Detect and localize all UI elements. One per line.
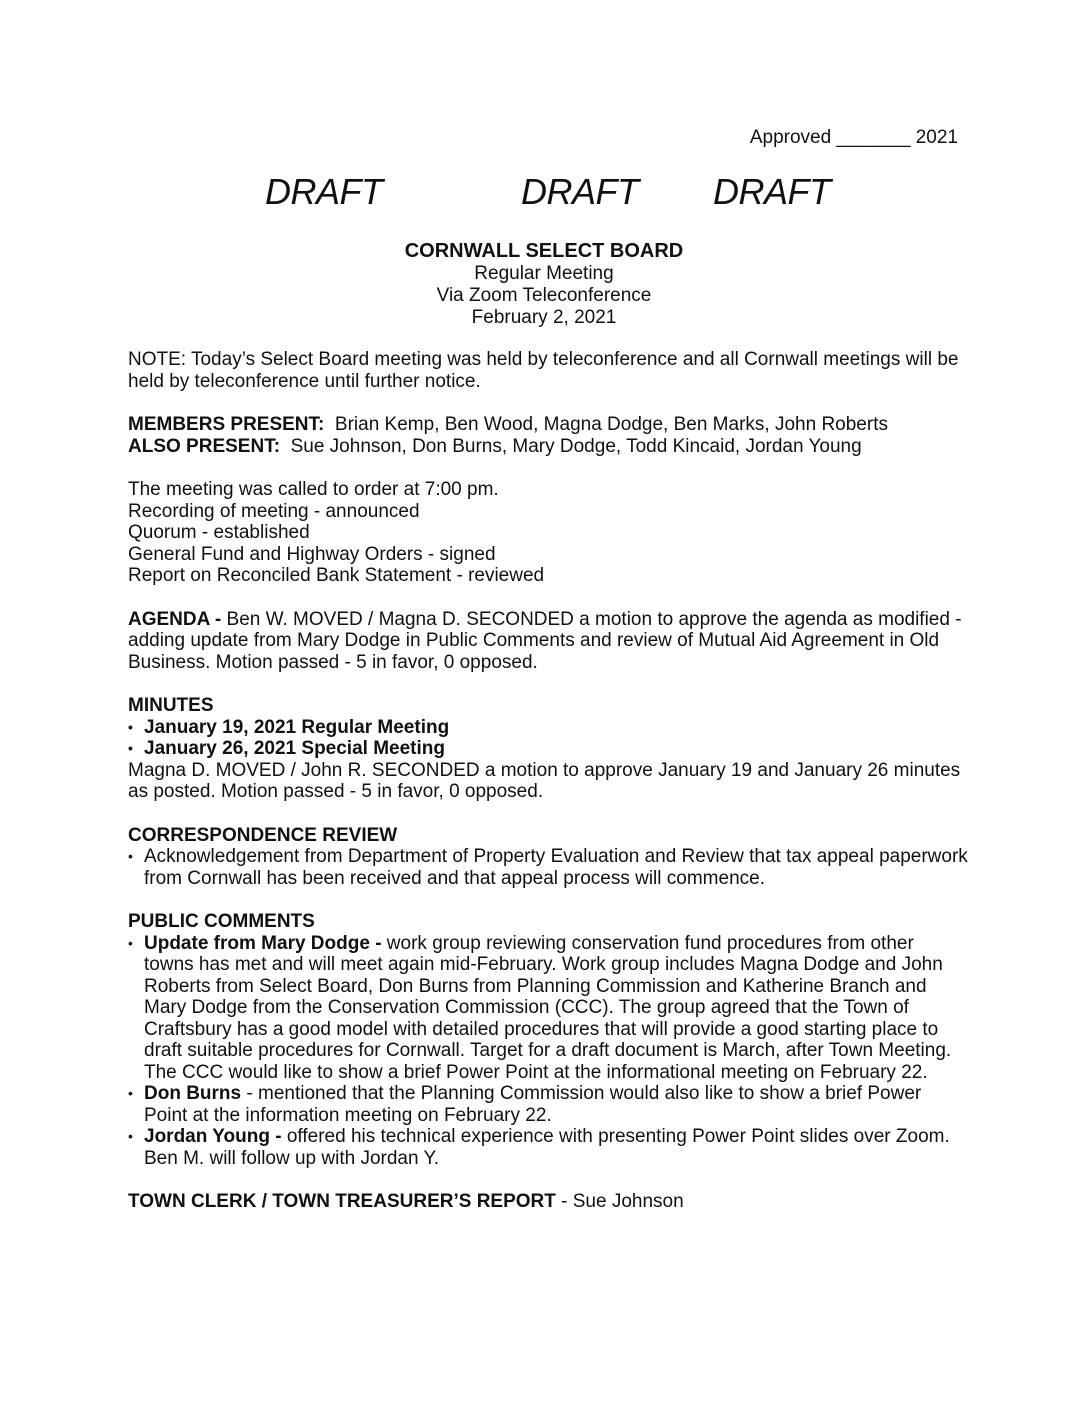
clerk-report-label: TOWN CLERK / TOWN TREASURER’S REPORT (128, 1191, 556, 1212)
minutes-list (128, 717, 968, 760)
list-item: • January 26, 2021 Special Meeting (128, 738, 968, 760)
list-item (128, 933, 968, 1084)
meeting-date: February 2, 2021 (471, 307, 617, 328)
draft-watermark: DRAFT (265, 171, 383, 212)
also-present-label: ALSO PRESENT: (128, 435, 281, 457)
agenda-paragraph (128, 609, 968, 674)
agenda-label: AGENDA - (128, 608, 222, 630)
list-item: • Acknowledgement from Department of Property Evaluation and Review that tax appeal paperwork from Cornwall has been received and that appeal process will commence. (128, 846, 968, 889)
members-present-label: MEMBERS PRESENT: (128, 414, 325, 435)
public-comments-list (128, 933, 968, 1170)
correspondence-list (128, 846, 968, 889)
minutes-motion: Magna D. MOVED / John R. SECONDED a motion to approve January 19 and January 26 minutes as posted. Motion passed - 5 in favor, 0 opposed. (128, 759, 961, 802)
clerk-report (128, 1191, 968, 1213)
meeting-venue: Via Zoom Teleconference (436, 285, 652, 306)
meeting-type: Regular Meeting (474, 263, 614, 284)
comment-text: offered his technical experience with presenting Power Point slides over Zoom. Ben M. will follow up with Jordan Y. (144, 1126, 950, 1169)
opening-line: The meeting was called to order at 7:00 pm. (128, 479, 499, 500)
list-item (128, 1126, 968, 1169)
list-item: • January 19, 2021 Regular Meeting (128, 717, 968, 739)
agenda-text: Ben W. MOVED / Magna D. SECONDED a motion to approve the agenda as modified - adding update from Mary Dodge in Public Comments and review of Mutual Aid Agreement in Old Business. Motion passed - 5 in favor, 0 opposed. (128, 608, 962, 673)
correspondence-title: CORRESPONDENCE REVIEW (128, 824, 398, 846)
public-comments-title: PUBLIC COMMENTS (128, 911, 315, 932)
clerk-report-text: - Sue Johnson (555, 1191, 684, 1212)
approval-line: Approved _______ 2021 (749, 127, 958, 148)
members-present (128, 414, 968, 436)
minutes-title: MINUTES (128, 695, 214, 716)
comment-text: work group reviewing conservation fund procedures from other towns has met and will meet again mid-February. Work group includes Magna Dodge and John Roberts from Select Board, Don Burns from Planning Commission and Katherine Branch and Mary Dodge from the Conservation Commission (CCC). The group agreed that the Town of Craftsbury has a good model with detailed procedures that will provide a good starting place to draft suitable procedures for Cornwall. Target for a draft document is March, after Town Meeting. The CCC would like to show a brief Power Point at the informational meeting on February 22. (144, 932, 952, 1083)
commenter-name: Jordan Young - (144, 1126, 282, 1147)
commenter-name: Update from Mary Dodge - (144, 932, 382, 954)
opening-line: Quorum - established (128, 522, 310, 543)
note-paragraph: NOTE: Today’s Select Board meeting was held by teleconference and all Cornwall meetings will be held by teleconference until further notice. (128, 349, 959, 392)
list-item (128, 1083, 968, 1126)
comment-text: - mentioned that the Planning Commission would also like to show a brief Power Point at the information meeting on February 22. (144, 1083, 922, 1126)
document-header (0, 240, 1088, 329)
commenter-name: Don Burns (144, 1083, 242, 1104)
also-present-list: Sue Johnson, Don Burns, Mary Dodge, Todd Kincaid, Jordan Young (290, 435, 862, 457)
opening-line: Recording of meeting - announced (128, 500, 420, 522)
draft-watermark: DRAFT (713, 171, 831, 212)
minutes-body (128, 349, 968, 1213)
opening-line: General Fund and Highway Orders - signed (128, 543, 496, 565)
opening-line: Report on Reconciled Bank Statement - reviewed (128, 565, 545, 586)
draft-watermark: DRAFT (521, 171, 639, 212)
members-present-list: Brian Kemp, Ben Wood, Magna Dodge, Ben Marks, John Roberts (334, 414, 888, 435)
also-present (128, 436, 968, 458)
board-title: CORNWALL SELECT BOARD (404, 240, 684, 262)
